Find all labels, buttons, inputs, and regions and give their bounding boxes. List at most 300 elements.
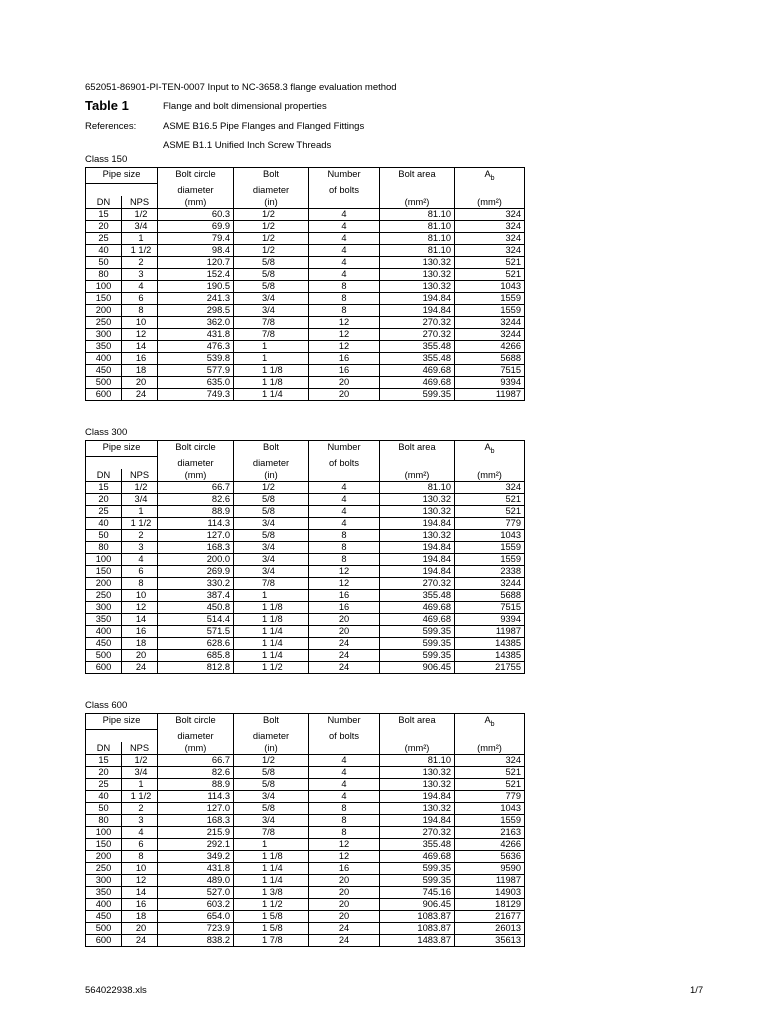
cell-bolt-diameter: 1/2	[234, 209, 309, 221]
cell-number-of-bolts: 8	[309, 281, 380, 293]
cell-number-of-bolts: 4	[309, 233, 380, 245]
cell-bolt-diameter: 3/4	[234, 791, 309, 803]
cell-bolt-area: 469.68	[380, 614, 455, 626]
cell-bolt-area: 130.32	[380, 530, 455, 542]
header-blank	[86, 730, 158, 743]
cell-ab: 21755	[455, 662, 525, 674]
table-row	[86, 899, 525, 911]
header-ab	[455, 714, 525, 730]
header-bolt-diameter: Bolt	[234, 441, 309, 457]
cell-nps: 1/2	[122, 209, 158, 221]
header-bolt-diameter-line2: diameter	[234, 457, 309, 470]
cell-nps: 24	[122, 389, 158, 401]
cell-ab: 779	[455, 791, 525, 803]
header-bolt-area-unit: (mm²)	[380, 469, 455, 482]
table-row	[86, 365, 525, 377]
flange-table	[85, 167, 525, 401]
header-ab	[455, 168, 525, 184]
cell-number-of-bolts: 20	[309, 377, 380, 389]
cell-nps: 2	[122, 257, 158, 269]
cell-nps: 1 1/2	[122, 791, 158, 803]
cell-dn: 40	[86, 518, 122, 530]
table-title: Table 1	[85, 98, 129, 113]
cell-nps: 1	[122, 233, 158, 245]
cell-bolt-area: 130.32	[380, 803, 455, 815]
table-row	[86, 935, 525, 947]
cell-bolt-diameter: 1 1/8	[234, 851, 309, 863]
table-row	[86, 281, 525, 293]
cell-bolt-diameter: 1/2	[234, 221, 309, 233]
header-blank	[380, 184, 455, 197]
table-row	[86, 245, 525, 257]
cell-bolt-area: 270.32	[380, 827, 455, 839]
cell-nps: 20	[122, 650, 158, 662]
cell-bolt-circle: 539.8	[158, 353, 234, 365]
cell-nps: 10	[122, 317, 158, 329]
cell-bolt-circle: 489.0	[158, 875, 234, 887]
cell-dn: 300	[86, 329, 122, 341]
header-bolt-circle-line2: diameter	[158, 184, 234, 197]
cell-number-of-bolts: 4	[309, 245, 380, 257]
header-ab-unit: (mm²)	[455, 196, 525, 209]
cell-ab: 5688	[455, 353, 525, 365]
cell-nps: 18	[122, 911, 158, 923]
cell-bolt-area: 1083.87	[380, 923, 455, 935]
table-description: Flange and bolt dimensional properties	[163, 101, 327, 112]
cell-dn: 300	[86, 875, 122, 887]
cell-bolt-area: 599.35	[380, 650, 455, 662]
cell-bolt-circle: 450.8	[158, 602, 234, 614]
cell-bolt-diameter: 5/8	[234, 257, 309, 269]
header-bolt-area-unit: (mm²)	[380, 196, 455, 209]
header-blank	[455, 457, 525, 470]
cell-bolt-circle: 685.8	[158, 650, 234, 662]
cell-bolt-area: 355.48	[380, 341, 455, 353]
cell-bolt-circle: 190.5	[158, 281, 234, 293]
header-bolt-area: Bolt area	[380, 441, 455, 457]
cell-nps: 20	[122, 923, 158, 935]
table-row	[86, 662, 525, 674]
cell-nps: 3/4	[122, 767, 158, 779]
cell-nps: 3	[122, 269, 158, 281]
cell-bolt-area: 81.10	[380, 233, 455, 245]
header-number-of-bolts-line2: of bolts	[309, 457, 380, 470]
cell-bolt-circle: 571.5	[158, 626, 234, 638]
cell-bolt-circle: 60.3	[158, 209, 234, 221]
cell-ab: 11987	[455, 389, 525, 401]
cell-nps: 16	[122, 626, 158, 638]
cell-bolt-circle: 431.8	[158, 329, 234, 341]
cell-nps: 1	[122, 779, 158, 791]
cell-ab: 26013	[455, 923, 525, 935]
table-row	[86, 863, 525, 875]
cell-ab: 35613	[455, 935, 525, 947]
cell-bolt-area: 130.32	[380, 281, 455, 293]
cell-bolt-diameter: 5/8	[234, 767, 309, 779]
table-row	[86, 530, 525, 542]
header-bolt-diameter: Bolt	[234, 168, 309, 184]
table-row	[86, 317, 525, 329]
cell-bolt-diameter: 1	[234, 353, 309, 365]
cell-nps: 10	[122, 590, 158, 602]
cell-bolt-circle: 349.2	[158, 851, 234, 863]
cell-dn: 40	[86, 791, 122, 803]
cell-number-of-bolts: 12	[309, 566, 380, 578]
cell-number-of-bolts: 20	[309, 911, 380, 923]
header-blank	[309, 742, 380, 755]
cell-bolt-diameter: 7/8	[234, 317, 309, 329]
cell-ab: 521	[455, 767, 525, 779]
header-pipe-size: Pipe size	[86, 714, 158, 730]
cell-bolt-area: 906.45	[380, 662, 455, 674]
reference-asme-b1-1: ASME B1.1 Unified Inch Screw Threads	[163, 140, 332, 151]
cell-bolt-diameter: 5/8	[234, 494, 309, 506]
cell-nps: 24	[122, 662, 158, 674]
table-row	[86, 578, 525, 590]
header-bolt-circle-unit: (mm)	[158, 742, 234, 755]
cell-number-of-bolts: 16	[309, 353, 380, 365]
cell-dn: 450	[86, 638, 122, 650]
table-row	[86, 257, 525, 269]
cell-ab: 4266	[455, 839, 525, 851]
cell-number-of-bolts: 4	[309, 482, 380, 494]
cell-dn: 500	[86, 377, 122, 389]
cell-bolt-diameter: 1 1/4	[234, 626, 309, 638]
header-blank	[309, 196, 380, 209]
cell-dn: 350	[86, 887, 122, 899]
cell-nps: 2	[122, 530, 158, 542]
header-blank	[380, 730, 455, 743]
cell-bolt-area: 469.68	[380, 602, 455, 614]
cell-nps: 18	[122, 365, 158, 377]
table-row	[86, 791, 525, 803]
cell-ab: 3244	[455, 317, 525, 329]
cell-number-of-bolts: 8	[309, 803, 380, 815]
cell-dn: 100	[86, 281, 122, 293]
cell-bolt-circle: 431.8	[158, 863, 234, 875]
cell-dn: 25	[86, 506, 122, 518]
cell-bolt-circle: 628.6	[158, 638, 234, 650]
cell-nps: 1 1/2	[122, 518, 158, 530]
cell-bolt-circle: 127.0	[158, 530, 234, 542]
cell-bolt-diameter: 1 1/2	[234, 899, 309, 911]
cell-nps: 20	[122, 377, 158, 389]
cell-bolt-diameter: 1	[234, 590, 309, 602]
cell-nps: 16	[122, 899, 158, 911]
cell-bolt-diameter: 7/8	[234, 578, 309, 590]
cell-ab: 3244	[455, 578, 525, 590]
cell-bolt-circle: 476.3	[158, 341, 234, 353]
table-row	[86, 875, 525, 887]
cell-bolt-diameter: 3/4	[234, 542, 309, 554]
cell-nps: 12	[122, 602, 158, 614]
cell-bolt-circle: 387.4	[158, 590, 234, 602]
cell-number-of-bolts: 8	[309, 554, 380, 566]
table-row	[86, 542, 525, 554]
cell-dn: 200	[86, 851, 122, 863]
header-ab	[455, 441, 525, 457]
cell-bolt-circle: 635.0	[158, 377, 234, 389]
header-dn: DN	[86, 742, 122, 755]
header-blank	[455, 730, 525, 743]
table-row	[86, 650, 525, 662]
cell-bolt-circle: 69.9	[158, 221, 234, 233]
cell-ab: 2338	[455, 566, 525, 578]
cell-nps: 18	[122, 638, 158, 650]
cell-bolt-diameter: 5/8	[234, 530, 309, 542]
cell-bolt-circle: 66.7	[158, 482, 234, 494]
cell-number-of-bolts: 12	[309, 851, 380, 863]
header-bolt-circle: Bolt circle	[158, 714, 234, 730]
table-row	[86, 614, 525, 626]
cell-number-of-bolts: 8	[309, 530, 380, 542]
cell-dn: 25	[86, 779, 122, 791]
cell-number-of-bolts: 4	[309, 506, 380, 518]
header-bolt-circle: Bolt circle	[158, 441, 234, 457]
cell-bolt-area: 194.84	[380, 791, 455, 803]
cell-dn: 250	[86, 590, 122, 602]
cell-nps: 2	[122, 803, 158, 815]
cell-nps: 6	[122, 293, 158, 305]
header-nps: NPS	[122, 469, 158, 482]
table-row	[86, 305, 525, 317]
table-row	[86, 755, 525, 767]
cell-ab: 324	[455, 245, 525, 257]
cell-bolt-area: 130.32	[380, 767, 455, 779]
cell-nps: 4	[122, 281, 158, 293]
cell-ab: 1559	[455, 293, 525, 305]
cell-ab: 11987	[455, 875, 525, 887]
cell-bolt-area: 194.84	[380, 293, 455, 305]
document-reference-line: 652051-86901-PI-TEN-0007 Input to NC-3658.3 flange evaluation method	[85, 82, 397, 93]
cell-dn: 450	[86, 365, 122, 377]
header-bolt-diameter-line2: diameter	[234, 184, 309, 197]
table-row	[86, 518, 525, 530]
cell-number-of-bolts: 4	[309, 257, 380, 269]
cell-dn: 400	[86, 626, 122, 638]
cell-bolt-circle: 603.2	[158, 899, 234, 911]
cell-bolt-area: 130.32	[380, 506, 455, 518]
cell-dn: 350	[86, 341, 122, 353]
cell-bolt-area: 599.35	[380, 626, 455, 638]
cell-bolt-area: 355.48	[380, 839, 455, 851]
cell-nps: 16	[122, 353, 158, 365]
cell-dn: 100	[86, 827, 122, 839]
cell-number-of-bolts: 24	[309, 650, 380, 662]
cell-number-of-bolts: 16	[309, 590, 380, 602]
cell-dn: 50	[86, 257, 122, 269]
cell-number-of-bolts: 20	[309, 899, 380, 911]
cell-bolt-diameter: 5/8	[234, 779, 309, 791]
table-row	[86, 233, 525, 245]
header-bolt-circle-line2: diameter	[158, 457, 234, 470]
table-row	[86, 209, 525, 221]
cell-ab: 521	[455, 269, 525, 281]
cell-bolt-diameter: 3/4	[234, 293, 309, 305]
cell-bolt-diameter: 1/2	[234, 233, 309, 245]
cell-ab: 18129	[455, 899, 525, 911]
header-bolt-area: Bolt area	[380, 168, 455, 184]
cell-number-of-bolts: 12	[309, 329, 380, 341]
cell-bolt-diameter: 1 5/8	[234, 911, 309, 923]
header-ab-symbol: A	[484, 169, 491, 179]
cell-ab: 521	[455, 506, 525, 518]
table-row	[86, 269, 525, 281]
table-row	[86, 554, 525, 566]
cell-number-of-bolts: 16	[309, 602, 380, 614]
cell-ab: 7515	[455, 365, 525, 377]
header-ab-unit: (mm²)	[455, 742, 525, 755]
table-row	[86, 839, 525, 851]
table-row	[86, 293, 525, 305]
cell-dn: 150	[86, 566, 122, 578]
cell-nps: 14	[122, 614, 158, 626]
cell-bolt-diameter: 1 7/8	[234, 935, 309, 947]
cell-bolt-area: 469.68	[380, 365, 455, 377]
cell-bolt-circle: 577.9	[158, 365, 234, 377]
cell-ab: 4266	[455, 341, 525, 353]
header-bolt-area: Bolt area	[380, 714, 455, 730]
references-label: References:	[85, 121, 137, 132]
header-dn: DN	[86, 469, 122, 482]
cell-bolt-circle: 82.6	[158, 494, 234, 506]
cell-ab: 1559	[455, 542, 525, 554]
cell-bolt-circle: 98.4	[158, 245, 234, 257]
cell-bolt-diameter: 7/8	[234, 329, 309, 341]
table-row	[86, 329, 525, 341]
header-ab-subscript: b	[490, 174, 495, 182]
cell-bolt-area: 1483.87	[380, 935, 455, 947]
cell-dn: 50	[86, 530, 122, 542]
cell-bolt-area: 81.10	[380, 482, 455, 494]
cell-bolt-area: 194.84	[380, 815, 455, 827]
cell-bolt-area: 130.32	[380, 779, 455, 791]
cell-bolt-diameter: 1 1/2	[234, 662, 309, 674]
table-row	[86, 767, 525, 779]
cell-nps: 1/2	[122, 482, 158, 494]
cell-number-of-bolts: 4	[309, 767, 380, 779]
cell-bolt-circle: 654.0	[158, 911, 234, 923]
cell-ab: 14385	[455, 638, 525, 650]
header-blank	[309, 469, 380, 482]
cell-bolt-circle: 152.4	[158, 269, 234, 281]
cell-number-of-bolts: 4	[309, 221, 380, 233]
cell-nps: 8	[122, 851, 158, 863]
footer-filename: 564022938.xls	[85, 985, 147, 996]
cell-bolt-diameter: 3/4	[234, 815, 309, 827]
cell-nps: 12	[122, 875, 158, 887]
cell-bolt-diameter: 7/8	[234, 827, 309, 839]
cell-number-of-bolts: 4	[309, 755, 380, 767]
header-bolt-circle-unit: (mm)	[158, 196, 234, 209]
table-row	[86, 377, 525, 389]
cell-dn: 600	[86, 662, 122, 674]
cell-number-of-bolts: 20	[309, 875, 380, 887]
cell-number-of-bolts: 8	[309, 815, 380, 827]
cell-bolt-circle: 114.3	[158, 518, 234, 530]
cell-dn: 400	[86, 899, 122, 911]
cell-number-of-bolts: 12	[309, 839, 380, 851]
table-row	[86, 626, 525, 638]
cell-number-of-bolts: 4	[309, 779, 380, 791]
cell-bolt-area: 745.16	[380, 887, 455, 899]
header-blank	[455, 184, 525, 197]
table-row	[86, 389, 525, 401]
cell-number-of-bolts: 12	[309, 341, 380, 353]
cell-dn: 400	[86, 353, 122, 365]
header-number-of-bolts-line2: of bolts	[309, 730, 380, 743]
cell-number-of-bolts: 24	[309, 923, 380, 935]
cell-ab: 7515	[455, 602, 525, 614]
cell-dn: 50	[86, 803, 122, 815]
cell-dn: 100	[86, 554, 122, 566]
cell-bolt-area: 194.84	[380, 554, 455, 566]
class-label: Class 600	[85, 700, 128, 711]
cell-number-of-bolts: 8	[309, 827, 380, 839]
table-row	[86, 566, 525, 578]
header-ab-unit: (mm²)	[455, 469, 525, 482]
cell-bolt-circle: 514.4	[158, 614, 234, 626]
table-row	[86, 638, 525, 650]
cell-ab: 5636	[455, 851, 525, 863]
flange-table	[85, 440, 525, 674]
header-blank	[86, 184, 158, 197]
cell-bolt-circle: 812.8	[158, 662, 234, 674]
cell-dn: 20	[86, 767, 122, 779]
table-row	[86, 221, 525, 233]
flange-table	[85, 713, 525, 947]
cell-bolt-area: 906.45	[380, 899, 455, 911]
table-row	[86, 803, 525, 815]
header-blank	[86, 457, 158, 470]
cell-bolt-diameter: 1 1/4	[234, 389, 309, 401]
cell-bolt-circle: 215.9	[158, 827, 234, 839]
header-blank	[380, 457, 455, 470]
cell-dn: 25	[86, 233, 122, 245]
cell-bolt-area: 194.84	[380, 518, 455, 530]
cell-bolt-area: 469.68	[380, 377, 455, 389]
cell-number-of-bolts: 20	[309, 389, 380, 401]
cell-bolt-area: 1083.87	[380, 911, 455, 923]
cell-number-of-bolts: 24	[309, 638, 380, 650]
cell-number-of-bolts: 16	[309, 863, 380, 875]
cell-dn: 500	[86, 650, 122, 662]
table-row	[86, 482, 525, 494]
cell-bolt-circle: 120.7	[158, 257, 234, 269]
cell-ab: 1043	[455, 530, 525, 542]
header-number-of-bolts-line2: of bolts	[309, 184, 380, 197]
cell-ab: 324	[455, 233, 525, 245]
cell-bolt-area: 130.32	[380, 494, 455, 506]
cell-bolt-circle: 79.4	[158, 233, 234, 245]
header-number-of-bolts: Number	[309, 441, 380, 457]
table-row	[86, 887, 525, 899]
cell-ab: 14385	[455, 650, 525, 662]
header-number-of-bolts: Number	[309, 168, 380, 184]
header-ab-subscript: b	[490, 720, 495, 728]
table-row	[86, 353, 525, 365]
cell-number-of-bolts: 4	[309, 518, 380, 530]
cell-bolt-area: 81.10	[380, 245, 455, 257]
cell-bolt-diameter: 1 1/8	[234, 365, 309, 377]
header-bolt-circle-line2: diameter	[158, 730, 234, 743]
cell-bolt-diameter: 3/4	[234, 518, 309, 530]
cell-ab: 521	[455, 257, 525, 269]
cell-bolt-diameter: 3/4	[234, 305, 309, 317]
cell-bolt-circle: 88.9	[158, 506, 234, 518]
cell-ab: 9590	[455, 863, 525, 875]
cell-bolt-diameter: 1/2	[234, 482, 309, 494]
